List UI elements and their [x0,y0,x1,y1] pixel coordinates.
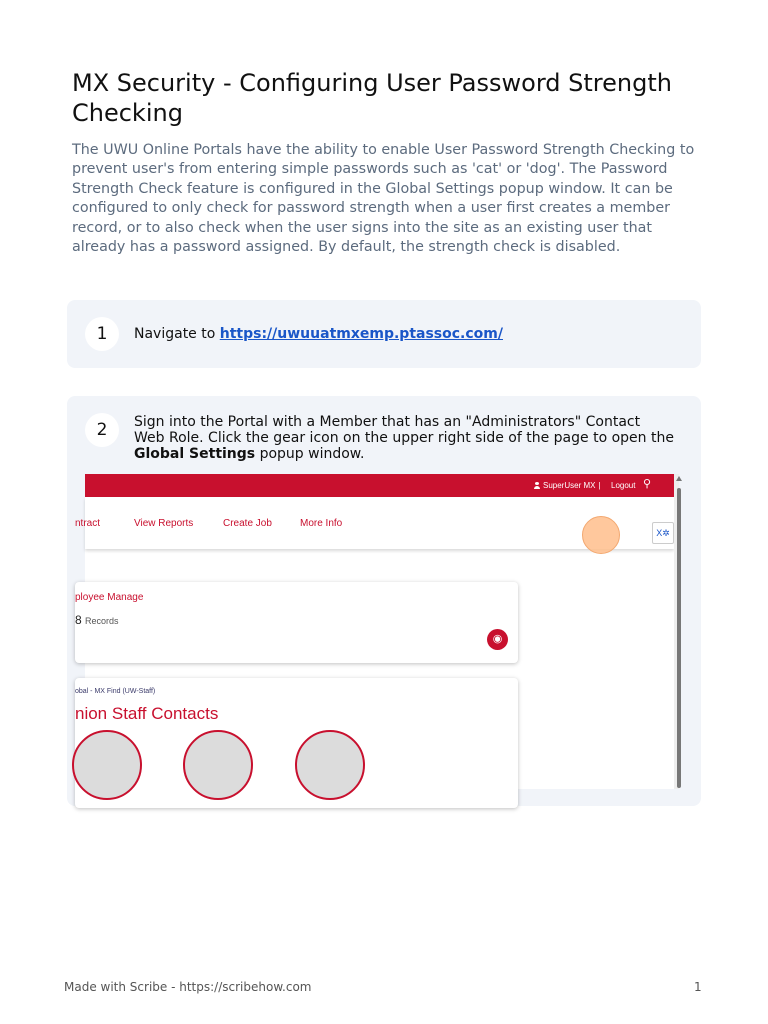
gear-icon[interactable]: X✲ [652,522,674,544]
step-2-card [67,396,701,806]
count-value: 8 [75,613,82,627]
card-breadcrumb: obal - MX Find (UW-Staff) [75,688,156,695]
portal-topbar [85,474,674,497]
user-icon [534,482,540,489]
avatar[interactable] [295,730,365,800]
portal-link[interactable]: https://uwuuatmxemp.ptassoc.com/ [219,326,503,342]
click-marker [582,516,620,554]
intro-paragraph: The UWU Online Portals have the ability to enable User Password Strength Checking to prevent user's from entering simple passwords such as 'cat' or 'dog'. The Password Strength Check feature is configured in the Global Settings popup window. It can be configured to only check for password strength when a user first creates a member record, or to also check when the user signs into the site as an existing user that already has a password assigned. By default, the strength check is disabled. [72,142,695,256]
card-title: nion Staff Contacts [75,704,219,723]
scrollbar-thumb[interactable] [677,488,681,788]
avatar[interactable] [72,730,142,800]
nav-item-more-info[interactable]: More Info [300,518,343,529]
step-1-label: Navigate to [134,326,220,342]
step-screenshot [75,474,675,789]
separator: | [598,481,601,490]
page-number: 1 [694,980,702,994]
avatar[interactable] [183,730,253,800]
nav-item-view-reports[interactable]: View Reports [134,518,194,529]
step-2-text [134,414,674,462]
scroll-up-arrow[interactable] [676,476,682,481]
document-title: MX Security - Configuring User Password Strength Checking [72,69,672,127]
footer-made-with: Made with Scribe - https://scribehow.com [64,980,312,994]
step-2-text-before: Sign into the Portal with a Member that has an "Administrators" Contact Web Role. Click the gear icon on the upper right side of the page to open the [134,414,674,446]
search-icon[interactable]: ⚲ [643,478,652,490]
eye-icon[interactable]: ◉ [487,629,508,650]
step-1-text [134,326,503,342]
step-2-text-after: popup window. [255,446,365,462]
record-count [75,613,119,627]
portal-nav [75,497,674,549]
step-number: 2 [85,413,119,447]
card-title: ployee Manage [75,592,144,603]
step-2-bold: Global Settings [134,446,256,462]
nav-item-contract[interactable]: ntract [75,518,101,529]
user-label: SuperUser MX [543,481,596,490]
employee-manage-card[interactable] [75,582,518,663]
staff-contacts-card [75,678,518,808]
step-1-card [67,300,701,368]
count-label: Records [85,616,119,626]
logout-link[interactable]: Logout [611,481,636,490]
nav-item-create-job[interactable]: Create Job [223,518,272,529]
step-number: 1 [85,317,119,351]
user-menu[interactable] [534,481,601,490]
